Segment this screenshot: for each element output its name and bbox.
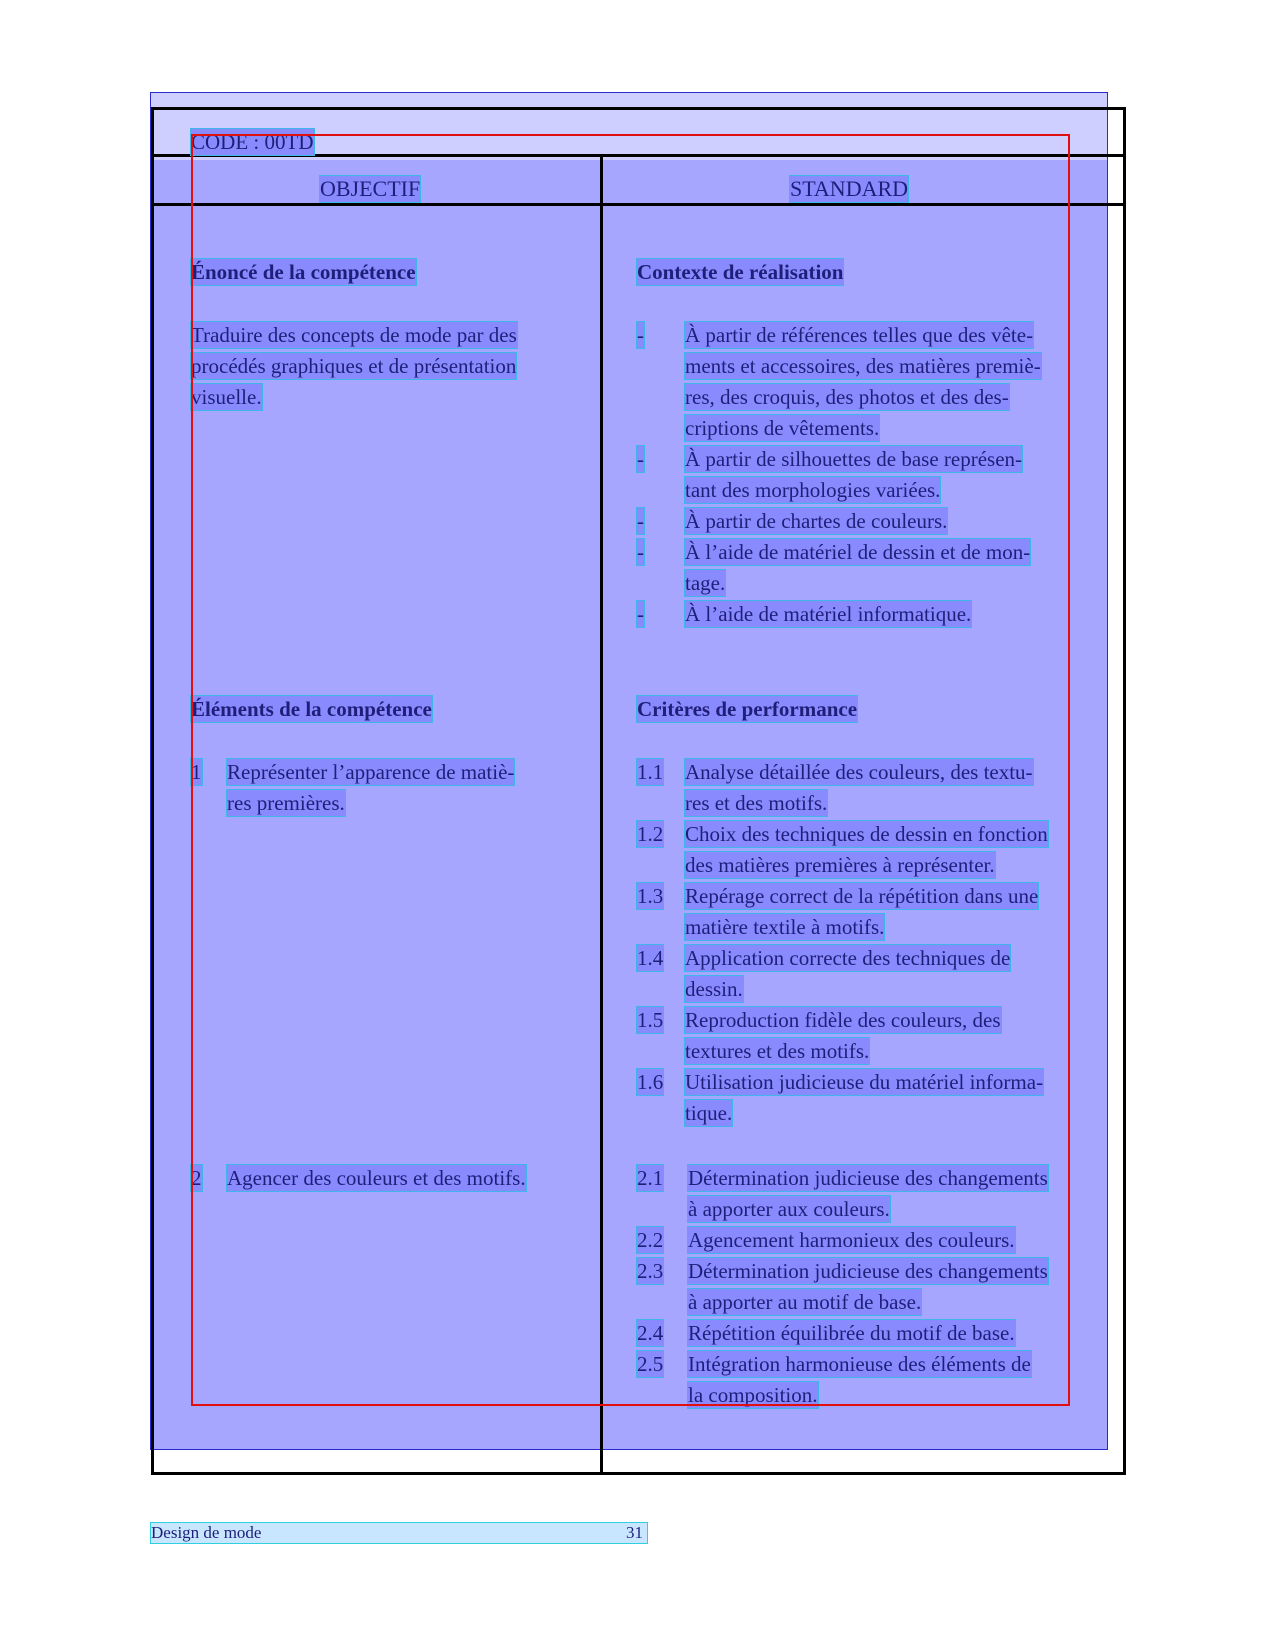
criterion-line: matière textile à motifs. bbox=[685, 915, 885, 939]
bullet-line: tage. bbox=[685, 571, 726, 595]
criterion-line: Choix des techniques de dessin en fonction bbox=[685, 822, 1048, 846]
code-label: CODE : 00TD bbox=[191, 130, 314, 154]
footer-label: Design de mode bbox=[151, 1523, 262, 1542]
criterion-number: 1.4 bbox=[637, 946, 664, 970]
criterion-line: Répétition équilibrée du motif de base. bbox=[688, 1321, 1015, 1345]
section-title-elements: Éléments de la compétence bbox=[191, 697, 432, 721]
criterion-line: Reproduction fidèle des couleurs, des bbox=[685, 1008, 1001, 1032]
criterion-line: à apporter au motif de base. bbox=[688, 1290, 922, 1314]
criterion-line: res et des motifs. bbox=[685, 791, 828, 815]
element-line: res premières. bbox=[227, 791, 345, 815]
element-number: 1 bbox=[191, 760, 202, 784]
section-title-enonce: Énoncé de la compétence bbox=[191, 260, 416, 284]
criterion-line: tique. bbox=[685, 1101, 733, 1125]
criterion-number: 2.1 bbox=[637, 1166, 664, 1190]
bullet-marker: - bbox=[637, 447, 644, 471]
criterion-number: 2.2 bbox=[637, 1228, 664, 1252]
bullet-line: res, des croquis, des photos et des des- bbox=[685, 385, 1009, 409]
bullet-marker: - bbox=[637, 509, 644, 533]
enonce-line: visuelle. bbox=[191, 385, 262, 409]
criterion-line: des matières premières à représenter. bbox=[685, 853, 995, 877]
element-line: Représenter l’apparence de matiè- bbox=[227, 760, 515, 784]
bullet-line: criptions de vêtements. bbox=[685, 416, 880, 440]
table-rule-header bbox=[151, 203, 1126, 206]
criterion-line: à apporter aux couleurs. bbox=[688, 1197, 890, 1221]
criterion-line: Agencement harmonieux des couleurs. bbox=[688, 1228, 1015, 1252]
criterion-number: 1.3 bbox=[637, 884, 664, 908]
criterion-number: 1.1 bbox=[637, 760, 664, 784]
bullet-line: À l’aide de matériel informatique. bbox=[685, 602, 972, 626]
criterion-line: Analyse détaillée des couleurs, des textu- bbox=[685, 760, 1033, 784]
bullet-line: À partir de références telles que des vête- bbox=[685, 323, 1034, 347]
section-title-criteres: Critères de performance bbox=[637, 697, 858, 721]
column-divider bbox=[600, 157, 603, 1475]
page-footer bbox=[151, 1523, 647, 1543]
section-title-contexte: Contexte de réalisation bbox=[637, 260, 844, 284]
criterion-number: 2.4 bbox=[637, 1321, 664, 1345]
enonce-line: procédés graphiques et de présentation bbox=[191, 354, 517, 378]
element-line: Agencer des couleurs et des motifs. bbox=[227, 1166, 526, 1190]
header-standard: STANDARD bbox=[790, 176, 909, 201]
enonce-line: Traduire des concepts de mode par des bbox=[191, 323, 517, 347]
criterion-line: la composition. bbox=[688, 1383, 818, 1407]
criterion-line: Détermination judicieuse des changements bbox=[688, 1259, 1048, 1283]
criterion-line: textures et des motifs. bbox=[685, 1039, 870, 1063]
criterion-line: Application correcte des techniques de bbox=[685, 946, 1011, 970]
criterion-line: Intégration harmonieuse des éléments de bbox=[688, 1352, 1031, 1376]
criterion-number: 2.3 bbox=[637, 1259, 664, 1283]
criterion-number: 1.5 bbox=[637, 1008, 664, 1032]
bullet-line: tant des morphologies variées. bbox=[685, 478, 941, 502]
element-number: 2 bbox=[191, 1166, 202, 1190]
header-objectif: OBJECTIF bbox=[320, 176, 421, 201]
criterion-line: dessin. bbox=[685, 977, 743, 1001]
criterion-line: Utilisation judicieuse du matériel informa- bbox=[685, 1070, 1044, 1094]
bullet-marker: - bbox=[637, 323, 644, 347]
criterion-line: Détermination judicieuse des changements bbox=[688, 1166, 1048, 1190]
criterion-number: 2.5 bbox=[637, 1352, 664, 1376]
bullet-line: À partir de silhouettes de base représen- bbox=[685, 447, 1023, 471]
criterion-line: Repérage correct de la répétition dans une bbox=[685, 884, 1039, 908]
criterion-number: 1.2 bbox=[637, 822, 664, 846]
bullet-line: À l’aide de matériel de dessin et de mon- bbox=[685, 540, 1031, 564]
bullet-marker: - bbox=[637, 602, 644, 626]
bullet-line: À partir de chartes de couleurs. bbox=[685, 509, 948, 533]
bullet-marker: - bbox=[637, 540, 644, 564]
criterion-number: 1.6 bbox=[637, 1070, 664, 1094]
page-number: 31 bbox=[626, 1523, 643, 1542]
bullet-line: ments et accessoires, des matières premiè- bbox=[685, 354, 1041, 378]
